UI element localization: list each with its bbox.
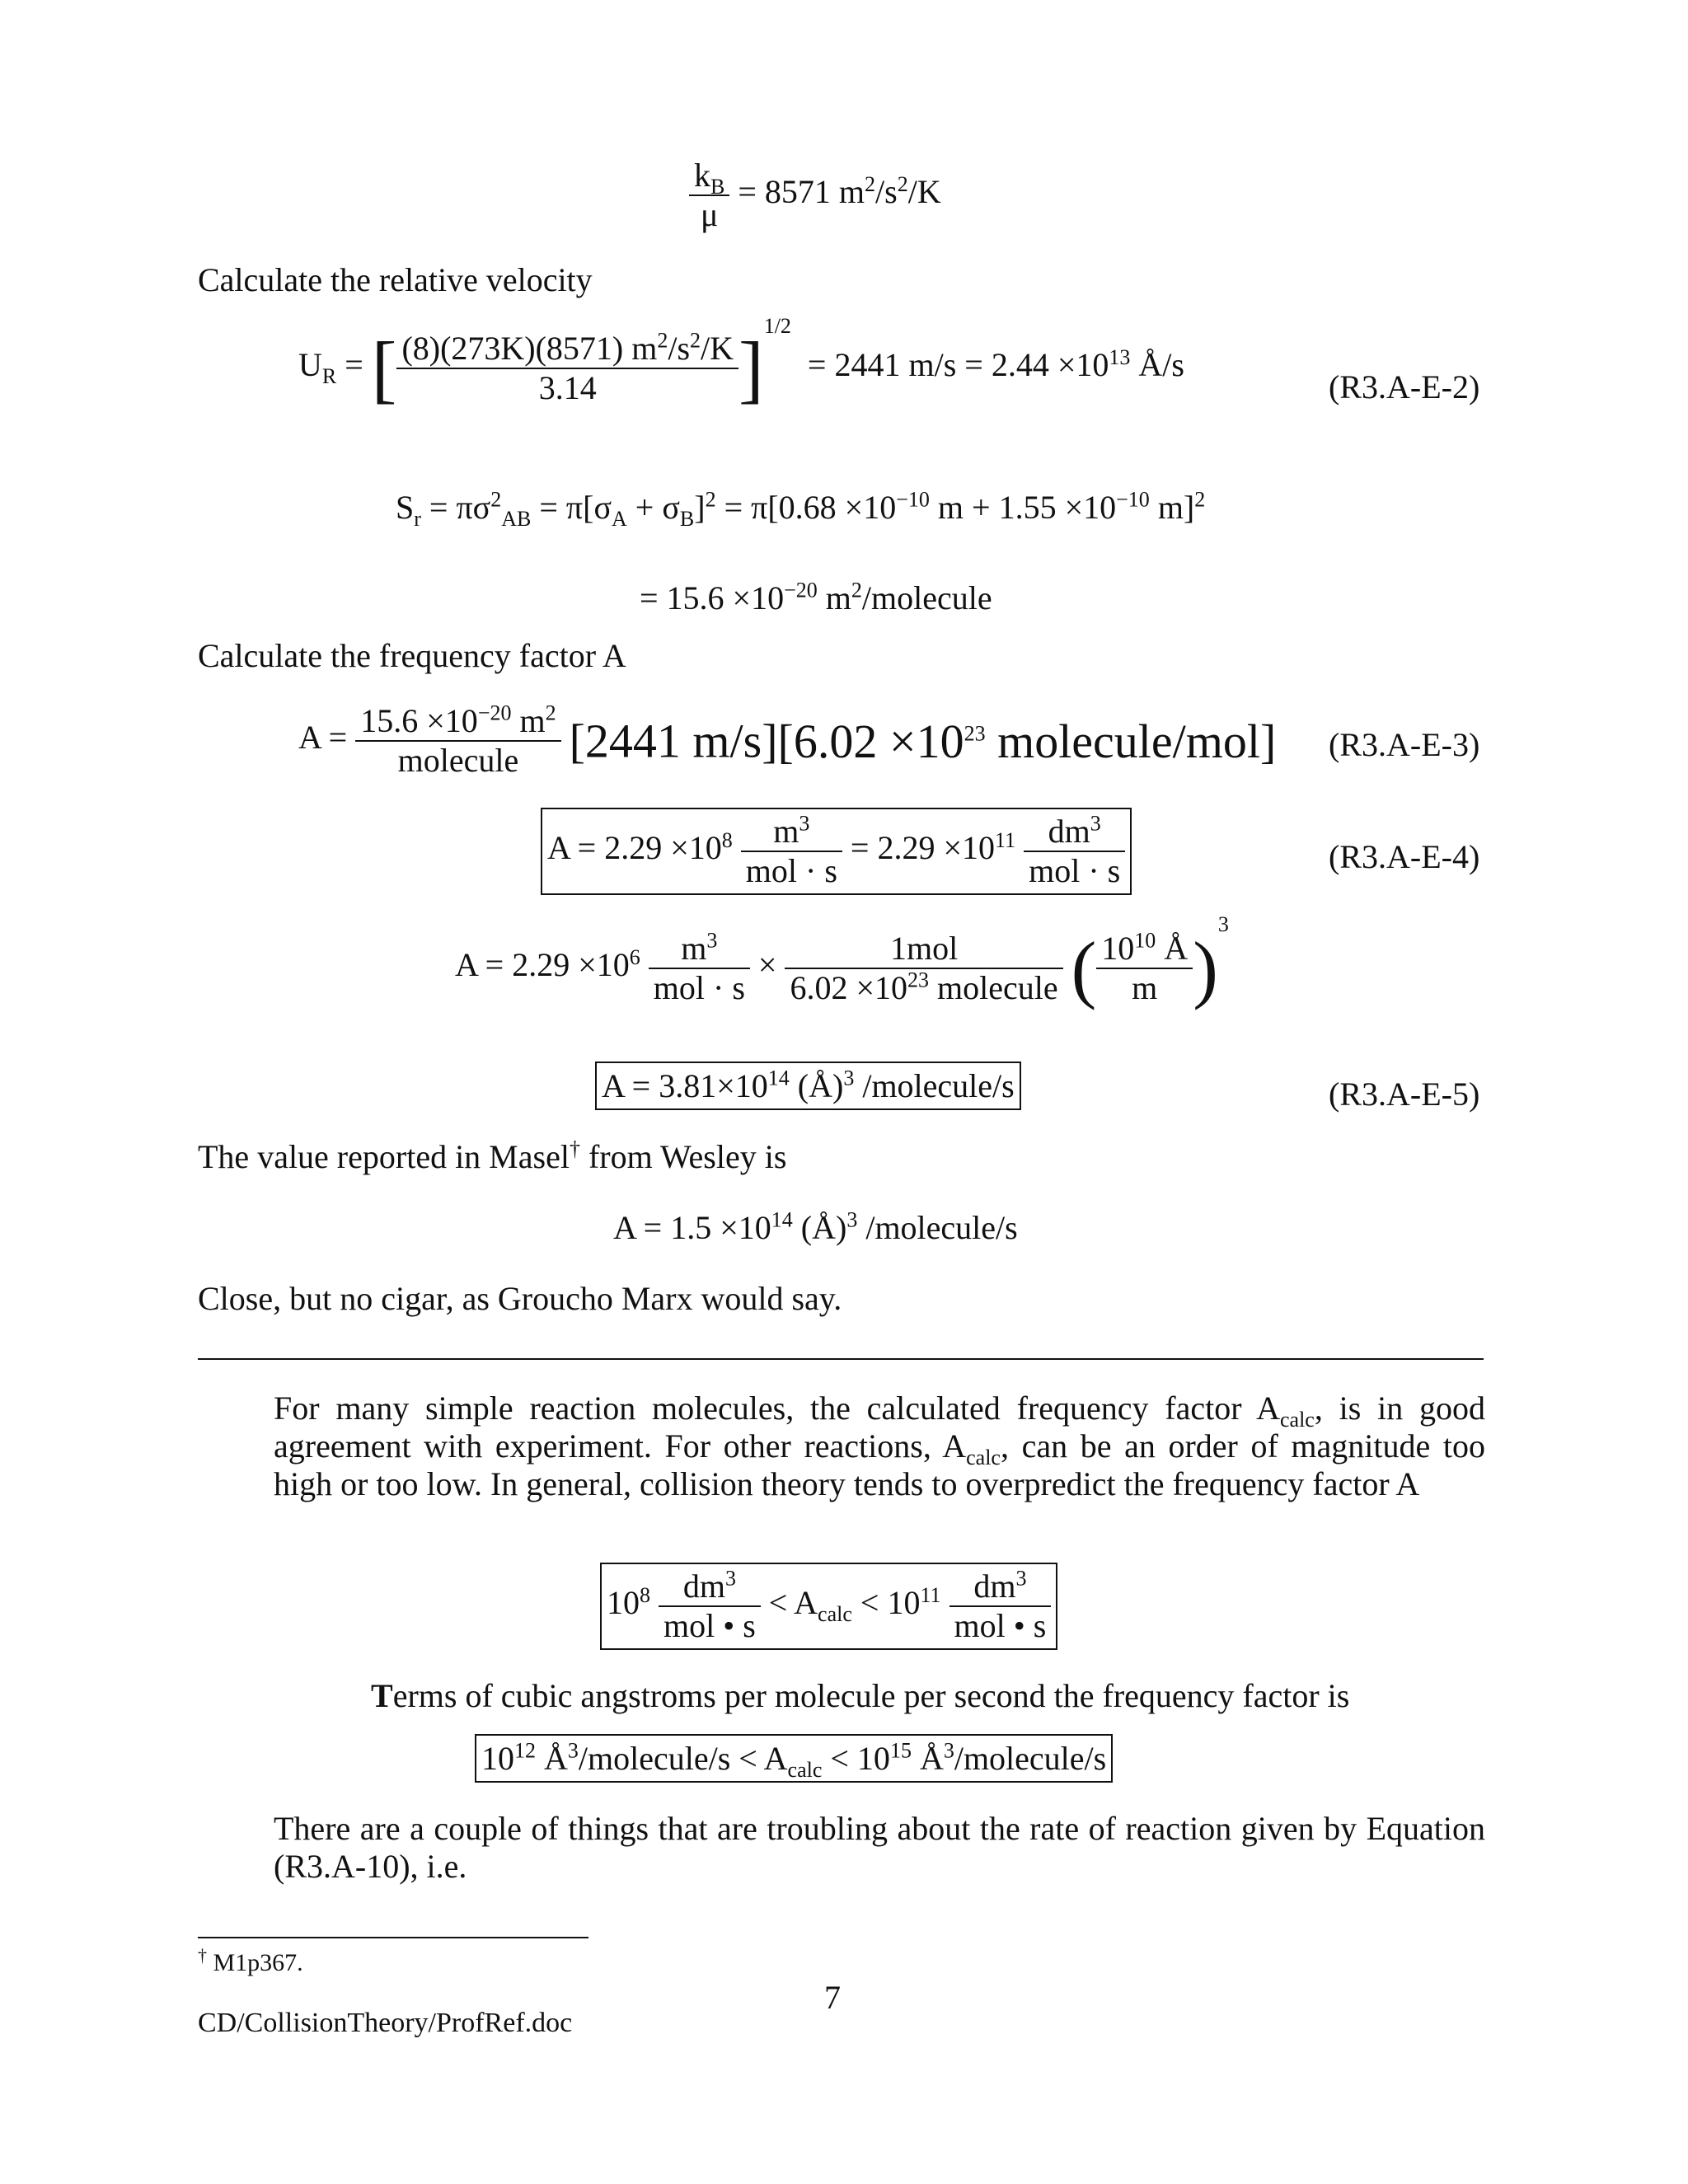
equation-range-dm3: $10^8$ $\frac{dm^3}{\text{mol • s}}$ < $A_{calc} < 10^{11}$ $\frac{dm^3}{\text{mol • s}}$ <box>600 1563 1057 1650</box>
footnote-rule <box>198 1937 588 1938</box>
text-groucho: Close, but no cigar, as Groucho Marx would say. <box>198 1280 842 1317</box>
equation-ur: $U_R$ = [ $\frac{(8)(273K)(8571) m^2/s^2/K}{3.14}$ ]$^{1/2}$ = 2441 $m/s = 2.44 \times 10^{13}$ Å/s <box>298 313 1184 410</box>
text-calc-frequency: Calculate the frequency factor A <box>198 637 626 674</box>
label-r3a-e-5: (R3.A-E-5) <box>1329 1076 1480 1113</box>
text-calc-velocity: Calculate the relative velocity <box>198 261 593 298</box>
paragraph-troubling: There are a couple of things that are troubling about the rate of reaction given by Equation (R3.A-10), i.e. <box>274 1810 1485 1885</box>
equation-a-boxed-1: $A = 2.29 \times 10^8$ $\frac{m^3}{\text{mol · s}}$ = $2.29 \times 10^{11}$ $\frac{dm^3}{\text{mol · s}}$ <box>541 808 1132 895</box>
equation-a-product: A = $\frac{15.6 \times 10^{-20} m^2}{\text{molecule}}$ [2441 $m/s][6.02 \times 10^{23}$ molecule/mol] <box>298 701 1277 779</box>
equation-a-conversion: $A = 2.29 \times 10^6$ $\frac{m^3}{\text{mol · s}}$ × $\frac{\text{1mol}}{6.02 \times 10^{23} molecule}$ ( $\frac{10^{10} Å}{m}$ )$^3$ <box>455 912 1229 1010</box>
equation-a-boxed-2: $A = 3.81\times 10^{14}$ (Å)$^3$ /molecule/s <box>595 1062 1021 1110</box>
equation-sr-result: = $15.6 \times 10^{-20}$ $m^2$/molecule <box>640 578 992 616</box>
section-divider <box>198 1358 1484 1360</box>
page-number: 7 <box>824 1979 841 2016</box>
footer-path: CD/CollisionTheory/ProfRef.doc <box>198 2008 573 2038</box>
footnote: † M1p367. <box>198 1945 303 1976</box>
label-r3a-e-2: (R3.A-E-2) <box>1329 368 1480 405</box>
equation-kb-over-mu: $\frac{k_B}{\mu}$ = 8571 $m^2/s^2/K$ <box>689 157 941 234</box>
paragraph-frequency-factor: For many simple reaction molecules, the calculated frequency factor $A_{calc}$, is in good agreement with experiment. For other reactions, $A_{calc}$, can be an order of magnitude too high or too low. In general, collision theory tends to overpredict the frequency factor A <box>274 1390 1486 1502</box>
equation-range-angstrom: $10^{12}$ $Å^3/molecule/s < A_{calc} < 10^{15}$ $Å^3/molecule/s$ <box>475 1734 1113 1783</box>
label-r3a-e-4: (R3.A-E-4) <box>1329 838 1480 875</box>
equation-a-masel: $A = 1.5 \times 10^{14}$ (Å)$^3$ /molecule/s <box>613 1207 1018 1246</box>
equation-sr: $S_r = \pi\sigma^2_{AB} = \pi[\sigma_A + \sigma_B]^2 = \pi[0.68 \times 10^{-10}$ $m + 1.55 \times 10^{-10}$ m]$^2$ <box>396 487 1206 531</box>
text-cubic-angstroms: Terms of cubic angstroms per molecule per second the frequency factor is <box>371 1677 1350 1714</box>
text-masel: The value reported in Masel† from Wesley is <box>198 1137 787 1175</box>
label-r3a-e-3: (R3.A-E-3) <box>1329 726 1480 763</box>
